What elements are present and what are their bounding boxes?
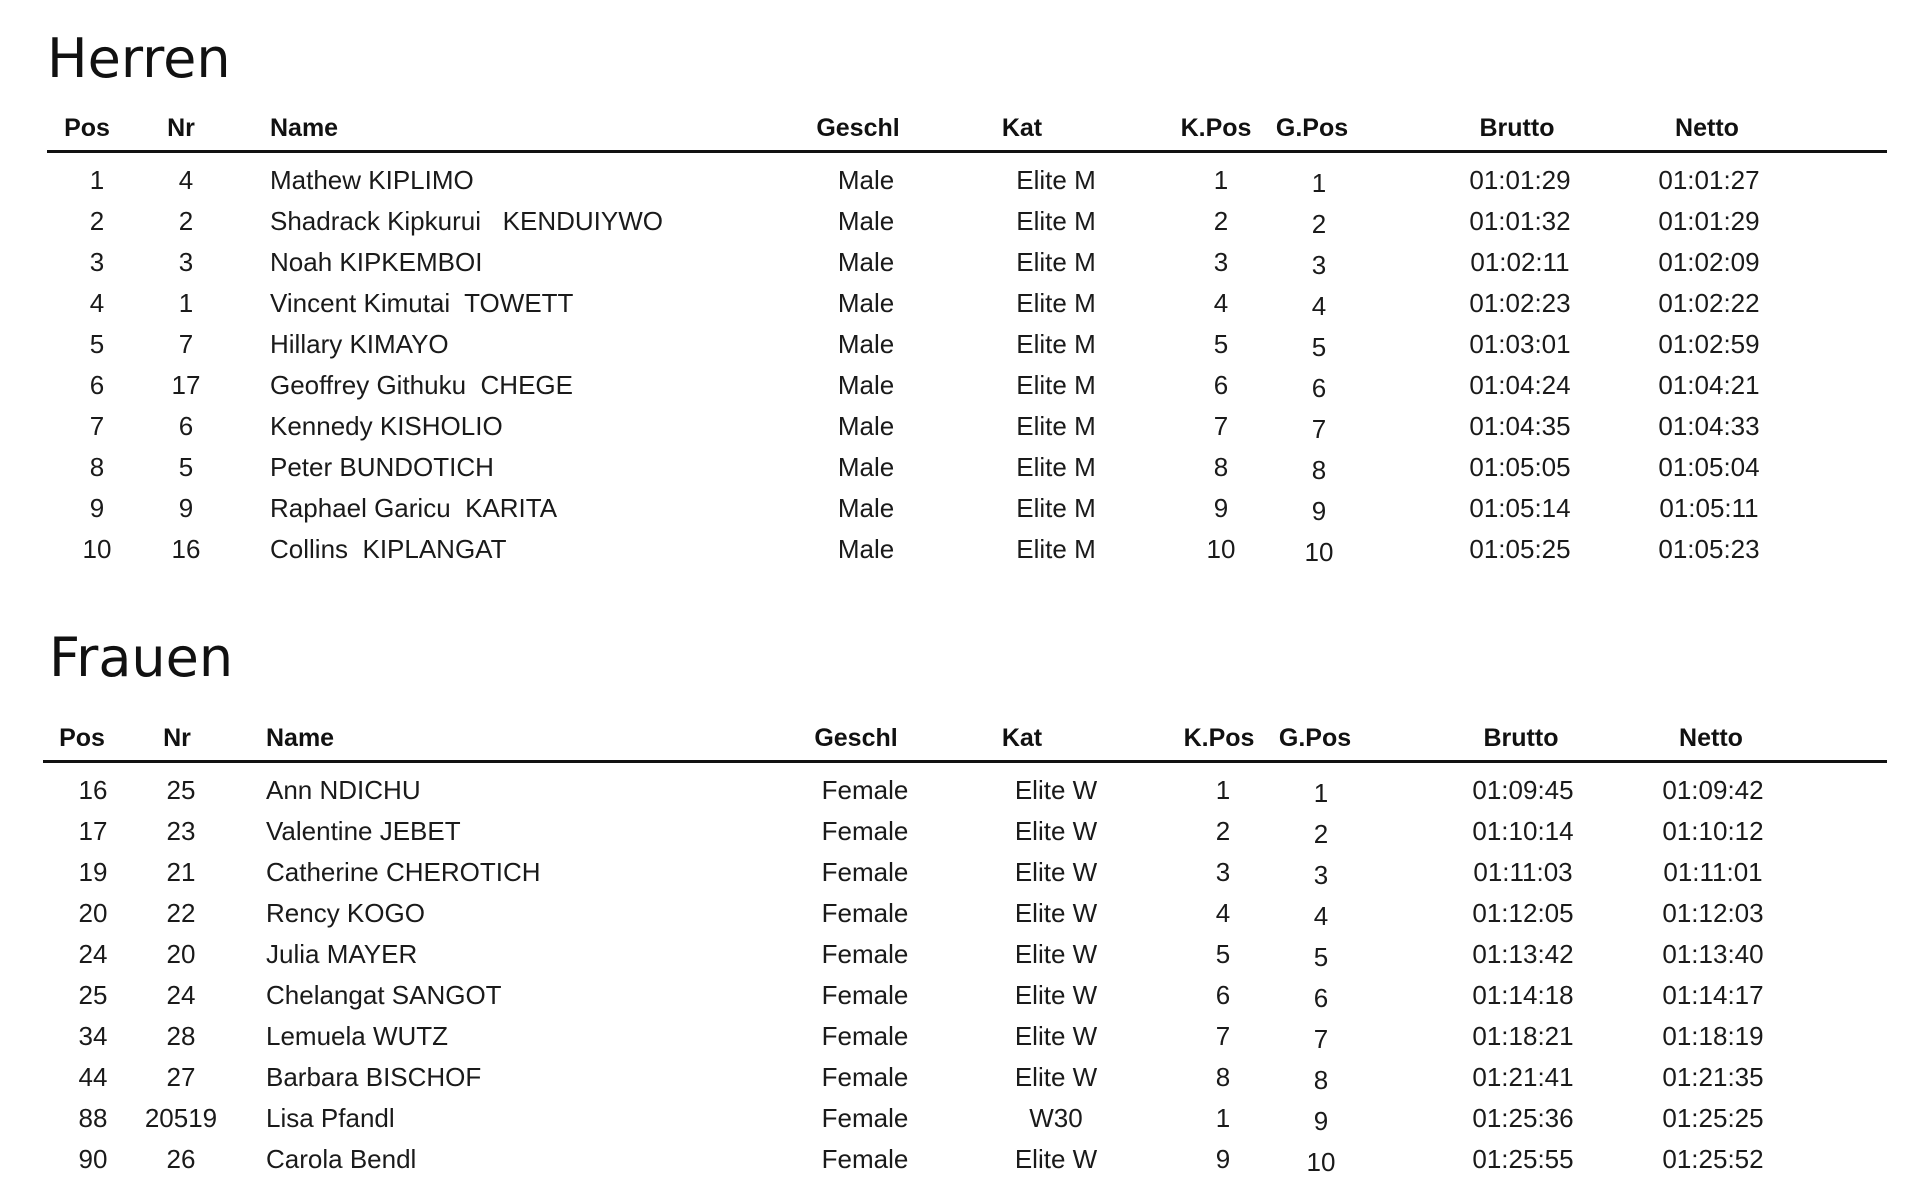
table-row (0, 1057, 1920, 1098)
cell-netto: 01:10:12 (1662, 816, 1764, 846)
cell-kat: Elite W (1014, 775, 1098, 805)
header-name: Name (270, 114, 339, 142)
cell-gpos: 5 (1311, 332, 1327, 362)
cell-geschl: Female (821, 1062, 909, 1092)
cell-netto: 01:21:35 (1662, 1062, 1764, 1092)
cell-name: Lemuela WUTZ (266, 1021, 449, 1051)
table-row (0, 893, 1920, 934)
cell-name: Mathew KIPLIMO (270, 165, 474, 195)
table-row (0, 852, 1920, 893)
cell-kat: Elite W (1014, 1144, 1098, 1174)
cell-pos: 34 (78, 1021, 108, 1051)
table-row (0, 160, 1920, 201)
header-nr: Nr (163, 724, 191, 752)
cell-brutto: 01:10:14 (1472, 816, 1574, 846)
table-row (0, 201, 1920, 242)
cell-kat: Elite M (1016, 247, 1096, 277)
header-divider-frauen (43, 760, 1887, 763)
header-brutto: Brutto (1483, 724, 1559, 752)
cell-kat: Elite M (1016, 534, 1096, 564)
table-row (0, 447, 1920, 488)
cell-name: Noah KIPKEMBOI (270, 247, 483, 277)
cell-brutto: 01:12:05 (1472, 898, 1574, 928)
cell-geschl: Male (837, 165, 895, 195)
cell-kpos: 7 (1213, 411, 1229, 441)
cell-nr: 16 (171, 534, 201, 564)
cell-kat: Elite M (1016, 411, 1096, 441)
table-row (0, 1016, 1920, 1057)
cell-name: Valentine JEBET (266, 816, 461, 846)
cell-kpos: 1 (1215, 1103, 1231, 1133)
cell-geschl: Female (821, 1103, 909, 1133)
table-row (0, 934, 1920, 975)
cell-gpos: 3 (1311, 250, 1327, 280)
cell-netto: 01:25:52 (1662, 1144, 1764, 1174)
cell-geschl: Female (821, 1144, 909, 1174)
table-header-frauen (0, 718, 1920, 760)
cell-brutto: 01:03:01 (1469, 329, 1571, 359)
cell-brutto: 01:05:25 (1469, 534, 1571, 564)
cell-brutto: 01:04:24 (1469, 370, 1571, 400)
cell-kat: Elite M (1016, 329, 1096, 359)
cell-pos: 25 (78, 980, 108, 1010)
cell-kat: Elite W (1014, 1021, 1098, 1051)
cell-pos: 16 (78, 775, 108, 805)
cell-gpos: 3 (1313, 860, 1329, 890)
cell-name: Raphael Garicu KARITA (270, 493, 558, 523)
cell-name: Peter BUNDOTICH (270, 452, 494, 482)
cell-netto: 01:05:04 (1658, 452, 1760, 482)
cell-nr: 26 (166, 1144, 196, 1174)
cell-pos: 20 (78, 898, 108, 928)
cell-kpos: 8 (1213, 452, 1229, 482)
cell-kpos: 5 (1215, 939, 1231, 969)
results-frauen (0, 770, 1920, 1180)
cell-kpos: 7 (1215, 1021, 1231, 1051)
table-row (0, 324, 1920, 365)
cell-kpos: 5 (1213, 329, 1229, 359)
cell-brutto: 01:05:05 (1469, 452, 1571, 482)
cell-kat: Elite M (1016, 452, 1096, 482)
cell-name: Carola Bendl (266, 1144, 417, 1174)
cell-pos: 10 (82, 534, 112, 564)
cell-gpos: 2 (1311, 209, 1327, 239)
cell-kat: Elite W (1014, 980, 1098, 1010)
cell-gpos: 10 (1306, 1147, 1336, 1177)
cell-nr: 7 (178, 329, 194, 359)
cell-nr: 3 (178, 247, 194, 277)
cell-brutto: 01:18:21 (1472, 1021, 1574, 1051)
cell-brutto: 01:13:42 (1472, 939, 1574, 969)
cell-gpos: 8 (1311, 455, 1327, 485)
cell-pos: 3 (89, 247, 105, 277)
cell-brutto: 01:21:41 (1472, 1062, 1574, 1092)
cell-pos: 88 (78, 1103, 108, 1133)
cell-netto: 01:14:17 (1662, 980, 1764, 1010)
cell-name: Geoffrey Githuku CHEGE (270, 370, 573, 400)
header-divider-herren (47, 150, 1887, 153)
cell-netto: 01:01:27 (1658, 165, 1760, 195)
cell-kpos: 3 (1213, 247, 1229, 277)
cell-kat: Elite M (1016, 165, 1096, 195)
cell-kat: Elite M (1016, 206, 1096, 236)
table-row (0, 1098, 1920, 1139)
cell-gpos: 4 (1313, 901, 1329, 931)
cell-netto: 01:09:42 (1662, 775, 1764, 805)
cell-nr: 1 (178, 288, 194, 318)
cell-nr: 17 (171, 370, 201, 400)
cell-name: Barbara BISCHOF (266, 1062, 482, 1092)
cell-pos: 44 (78, 1062, 108, 1092)
header-netto: Netto (1679, 724, 1743, 752)
cell-pos: 17 (78, 816, 108, 846)
cell-pos: 8 (89, 452, 105, 482)
cell-brutto: 01:04:35 (1469, 411, 1571, 441)
cell-netto: 01:04:33 (1658, 411, 1760, 441)
cell-name: Catherine CHEROTICH (266, 857, 541, 887)
cell-pos: 2 (89, 206, 105, 236)
cell-gpos: 5 (1313, 942, 1329, 972)
table-row (0, 365, 1920, 406)
cell-nr: 24 (166, 980, 196, 1010)
cell-pos: 4 (89, 288, 105, 318)
cell-netto: 01:02:22 (1658, 288, 1760, 318)
cell-kat: W30 (1029, 1103, 1083, 1133)
cell-kpos: 8 (1215, 1062, 1231, 1092)
table-row (0, 406, 1920, 447)
cell-netto: 01:05:11 (1659, 493, 1759, 523)
cell-netto: 01:13:40 (1662, 939, 1764, 969)
cell-netto: 01:02:59 (1658, 329, 1760, 359)
header-kpos: K.Pos (1180, 114, 1252, 142)
header-pos: Pos (64, 114, 110, 142)
header-name: Name (266, 724, 335, 752)
cell-geschl: Male (837, 411, 895, 441)
cell-pos: 9 (89, 493, 105, 523)
cell-pos: 6 (89, 370, 105, 400)
cell-netto: 01:11:01 (1663, 857, 1763, 887)
cell-kat: Elite W (1014, 857, 1098, 887)
results-herren (0, 160, 1920, 570)
table-row (0, 488, 1920, 529)
cell-brutto: 01:01:32 (1469, 206, 1571, 236)
table-row (0, 811, 1920, 852)
cell-netto: 01:12:03 (1662, 898, 1764, 928)
cell-nr: 27 (166, 1062, 196, 1092)
cell-kat: Elite W (1014, 939, 1098, 969)
cell-kat: Elite W (1014, 898, 1098, 928)
cell-brutto: 01:14:18 (1472, 980, 1574, 1010)
section-title-herren: Herren (47, 27, 231, 90)
header-gpos: G.Pos (1275, 114, 1349, 142)
cell-gpos: 10 (1304, 537, 1334, 567)
cell-geschl: Female (821, 857, 909, 887)
cell-kpos: 9 (1215, 1144, 1231, 1174)
cell-kpos: 3 (1215, 857, 1231, 887)
header-geschl: Geschl (816, 114, 900, 142)
cell-gpos: 1 (1311, 168, 1327, 198)
cell-nr: 20519 (144, 1103, 218, 1133)
cell-kpos: 2 (1215, 816, 1231, 846)
header-kat: Kat (1001, 114, 1043, 142)
cell-kpos: 4 (1215, 898, 1231, 928)
cell-kat: Elite M (1016, 370, 1096, 400)
cell-kpos: 6 (1213, 370, 1229, 400)
cell-kpos: 10 (1206, 534, 1236, 564)
cell-geschl: Female (821, 980, 909, 1010)
cell-geschl: Male (837, 534, 895, 564)
cell-nr: 6 (178, 411, 194, 441)
cell-nr: 5 (178, 452, 194, 482)
cell-geschl: Male (837, 288, 895, 318)
table-header-herren (0, 108, 1920, 150)
cell-gpos: 4 (1311, 291, 1327, 321)
cell-nr: 21 (166, 857, 196, 887)
table-row (0, 975, 1920, 1016)
cell-gpos: 7 (1313, 1024, 1329, 1054)
section-title-frauen: Frauen (49, 626, 234, 689)
cell-kpos: 9 (1213, 493, 1229, 523)
cell-netto: 01:04:21 (1658, 370, 1760, 400)
cell-brutto: 01:02:11 (1470, 247, 1570, 277)
table-row (0, 770, 1920, 811)
cell-kpos: 1 (1213, 165, 1229, 195)
cell-pos: 24 (78, 939, 108, 969)
cell-brutto: 01:25:36 (1472, 1103, 1574, 1133)
cell-gpos: 8 (1313, 1065, 1329, 1095)
cell-nr: 25 (166, 775, 196, 805)
cell-name: Lisa Pfandl (266, 1103, 395, 1133)
cell-kpos: 1 (1215, 775, 1231, 805)
cell-nr: 9 (178, 493, 194, 523)
header-kpos: K.Pos (1183, 724, 1255, 752)
header-gpos: G.Pos (1278, 724, 1352, 752)
cell-pos: 7 (89, 411, 105, 441)
cell-kat: Elite W (1014, 816, 1098, 846)
cell-brutto: 01:11:03 (1473, 857, 1573, 887)
table-row (0, 529, 1920, 570)
table-row (0, 1139, 1920, 1180)
cell-nr: 20 (166, 939, 196, 969)
cell-geschl: Male (837, 206, 895, 236)
cell-kpos: 6 (1215, 980, 1231, 1010)
header-pos: Pos (59, 724, 105, 752)
cell-gpos: 9 (1311, 496, 1327, 526)
cell-geschl: Female (821, 939, 909, 969)
cell-nr: 4 (178, 165, 194, 195)
cell-name: Chelangat SANGOT (266, 980, 502, 1010)
cell-geschl: Female (821, 1021, 909, 1051)
cell-gpos: 7 (1311, 414, 1327, 444)
cell-name: Shadrack Kipkurui KENDUIYWO (270, 206, 664, 236)
cell-gpos: 1 (1313, 778, 1329, 808)
cell-geschl: Female (821, 775, 909, 805)
cell-geschl: Female (821, 898, 909, 928)
cell-netto: 01:02:09 (1658, 247, 1760, 277)
cell-geschl: Male (837, 329, 895, 359)
table-row (0, 242, 1920, 283)
cell-gpos: 6 (1313, 983, 1329, 1013)
cell-kat: Elite M (1016, 493, 1096, 523)
cell-name: Julia MAYER (266, 939, 418, 969)
cell-kpos: 2 (1213, 206, 1229, 236)
cell-nr: 23 (166, 816, 196, 846)
cell-kat: Elite M (1016, 288, 1096, 318)
cell-name: Hillary KIMAYO (270, 329, 449, 359)
cell-gpos: 2 (1313, 819, 1329, 849)
cell-brutto: 01:09:45 (1472, 775, 1574, 805)
cell-netto: 01:01:29 (1658, 206, 1760, 236)
cell-geschl: Male (837, 493, 895, 523)
cell-pos: 5 (89, 329, 105, 359)
cell-brutto: 01:01:29 (1469, 165, 1571, 195)
cell-brutto: 01:25:55 (1472, 1144, 1574, 1174)
cell-name: Kennedy KISHOLIO (270, 411, 503, 441)
header-kat: Kat (1001, 724, 1043, 752)
cell-kpos: 4 (1213, 288, 1229, 318)
cell-nr: 28 (166, 1021, 196, 1051)
cell-nr: 2 (178, 206, 194, 236)
cell-pos: 1 (89, 165, 105, 195)
cell-name: Ann NDICHU (266, 775, 421, 805)
table-row (0, 283, 1920, 324)
cell-name: Collins KIPLANGAT (270, 534, 507, 564)
cell-kat: Elite W (1014, 1062, 1098, 1092)
cell-geschl: Male (837, 247, 895, 277)
cell-netto: 01:18:19 (1662, 1021, 1764, 1051)
header-brutto: Brutto (1479, 114, 1555, 142)
cell-geschl: Female (821, 816, 909, 846)
cell-geschl: Male (837, 452, 895, 482)
cell-name: Rency KOGO (266, 898, 425, 928)
cell-gpos: 9 (1313, 1106, 1329, 1136)
cell-netto: 01:05:23 (1658, 534, 1760, 564)
cell-nr: 22 (166, 898, 196, 928)
cell-pos: 19 (78, 857, 108, 887)
header-nr: Nr (167, 114, 195, 142)
cell-netto: 01:25:25 (1662, 1103, 1764, 1133)
cell-geschl: Male (837, 370, 895, 400)
cell-brutto: 01:05:14 (1469, 493, 1571, 523)
header-geschl: Geschl (814, 724, 898, 752)
cell-gpos: 6 (1311, 373, 1327, 403)
cell-name: Vincent Kimutai TOWETT (270, 288, 574, 318)
cell-pos: 90 (78, 1144, 108, 1174)
cell-brutto: 01:02:23 (1469, 288, 1571, 318)
header-netto: Netto (1675, 114, 1739, 142)
